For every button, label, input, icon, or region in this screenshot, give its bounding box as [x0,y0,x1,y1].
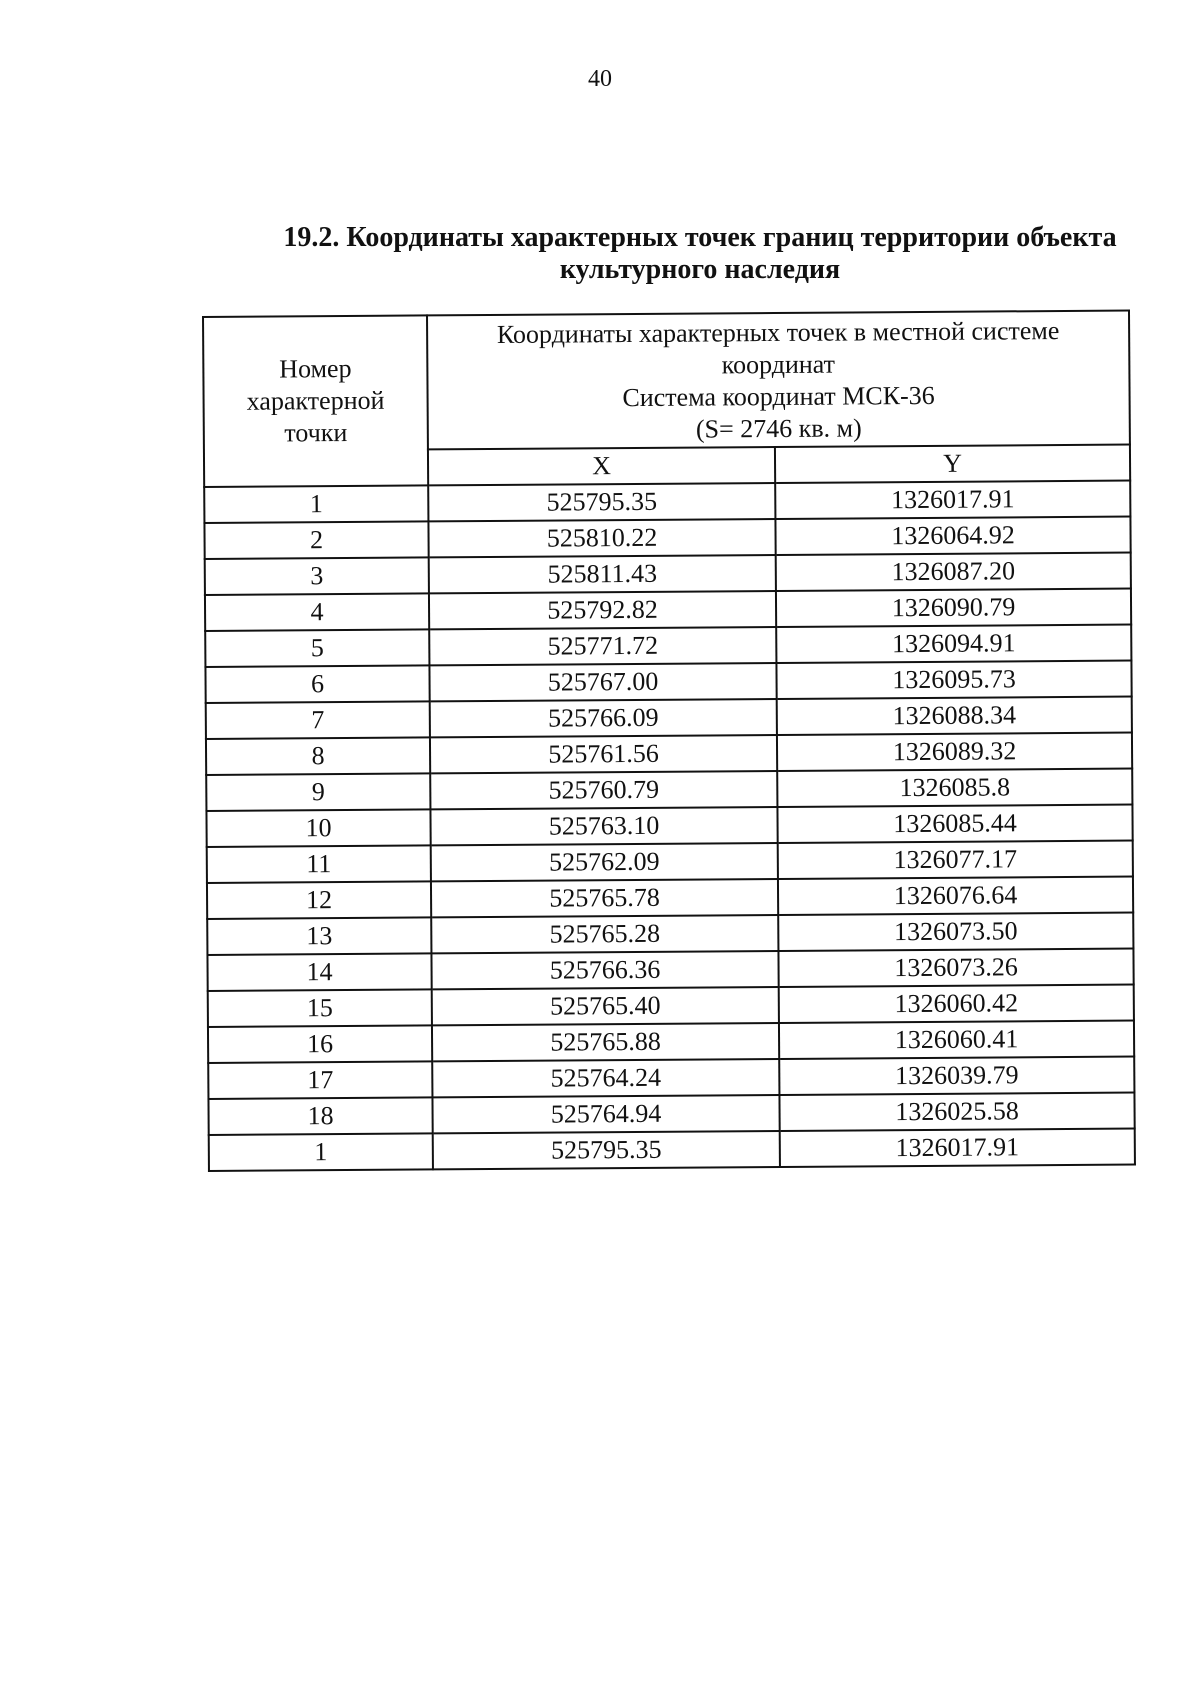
point-number-cell: 8 [206,737,430,775]
point-number-cell: 16 [208,1025,432,1063]
x-coordinate-cell: 525771.72 [429,627,776,665]
y-coordinate-cell: 1326073.50 [778,913,1133,951]
point-number-cell: 12 [207,881,431,919]
x-coordinate-cell: 525810.22 [428,519,775,557]
coordinates-header-line: координат [721,349,836,380]
point-number-header-line: Номер [279,353,352,384]
x-column-header: X [428,447,775,485]
coordinates-table [202,310,1136,1172]
x-coordinate-cell: 525811.43 [429,555,776,593]
point-number-header [203,315,428,487]
point-number-cell: 2 [204,521,428,559]
y-coordinate-cell: 1326073.26 [778,949,1133,987]
y-coordinate-cell: 1326085.44 [777,805,1132,843]
y-coordinate-cell: 1326060.41 [779,1021,1134,1059]
x-coordinate-cell: 525763.10 [430,807,777,845]
coordinates-header-line: (S= 2746 кв. м) [695,413,862,444]
y-coordinate-cell: 1326017.91 [780,1129,1135,1167]
x-coordinate-cell: 525767.00 [429,663,776,701]
y-coordinate-cell: 1326060.42 [779,985,1134,1023]
point-number-cell: 13 [207,917,431,955]
point-number-cell: 9 [206,773,430,811]
x-coordinate-cell: 525766.36 [431,951,778,989]
y-coordinate-cell: 1326064.92 [775,517,1130,555]
x-coordinate-cell: 525795.35 [428,483,775,521]
y-coordinate-cell: 1326087.20 [776,553,1131,591]
point-number-header-line: характерной [246,385,385,416]
section-title [260,222,1140,286]
y-coordinate-cell: 1326094.91 [776,625,1131,663]
y-coordinate-cell: 1326090.79 [776,589,1131,627]
x-coordinate-cell: 525765.88 [432,1023,779,1061]
x-coordinate-cell: 525762.09 [431,843,778,881]
point-number-cell: 10 [206,809,430,847]
x-coordinate-cell: 525764.24 [432,1059,779,1097]
point-number-cell: 18 [208,1097,432,1135]
coordinates-header-line: Система координат МСК-36 [622,380,935,413]
y-coordinate-cell: 1326025.58 [779,1093,1134,1131]
y-coordinate-cell: 1326095.73 [776,661,1131,699]
point-number-cell: 1 [209,1133,433,1171]
header-row-main [203,311,1130,451]
y-coordinate-cell: 1326017.91 [775,481,1130,519]
y-coordinate-cell: 1326076.64 [778,877,1133,915]
x-coordinate-cell: 525761.56 [430,735,777,773]
point-number-cell: 1 [204,485,428,523]
coordinates-header [427,311,1130,450]
point-number-cell: 4 [205,593,429,631]
coordinates-header-line: Координаты характерных точек в местной системе [496,316,1060,349]
point-number-cell: 7 [206,701,430,739]
x-coordinate-cell: 525760.79 [430,771,777,809]
x-coordinate-cell: 525765.40 [432,987,779,1025]
y-column-header: Y [775,445,1130,483]
section-title-line-1: 19.2. Координаты характерных точек границ территории объекта [283,222,1117,253]
point-number-cell: 11 [207,845,431,883]
table-body [204,481,1135,1171]
y-coordinate-cell: 1326077.17 [778,841,1133,879]
table-header [203,311,1130,487]
x-coordinate-cell: 525764.94 [432,1095,779,1133]
y-coordinate-cell: 1326088.34 [777,697,1132,735]
point-number-cell: 3 [205,557,429,595]
section-title-line-2: культурного наследия [559,254,841,285]
y-coordinate-cell: 1326085.8 [777,769,1132,807]
y-coordinate-cell: 1326089.32 [777,733,1132,771]
x-coordinate-cell: 525765.28 [431,915,778,953]
point-number-header-line: точки [284,417,348,448]
point-number-cell: 14 [207,953,431,991]
x-coordinate-cell: 525765.78 [431,879,778,917]
point-number-cell: 5 [205,629,429,667]
y-coordinate-cell: 1326039.79 [779,1057,1134,1095]
point-number-cell: 15 [208,989,432,1027]
point-number-cell: 17 [208,1061,432,1099]
x-coordinate-cell: 525766.09 [430,699,777,737]
page-number: 40 [588,66,612,92]
table-row [209,1129,1135,1171]
point-number-cell: 6 [205,665,429,703]
x-coordinate-cell: 525795.35 [433,1131,780,1169]
x-coordinate-cell: 525792.82 [429,591,776,629]
